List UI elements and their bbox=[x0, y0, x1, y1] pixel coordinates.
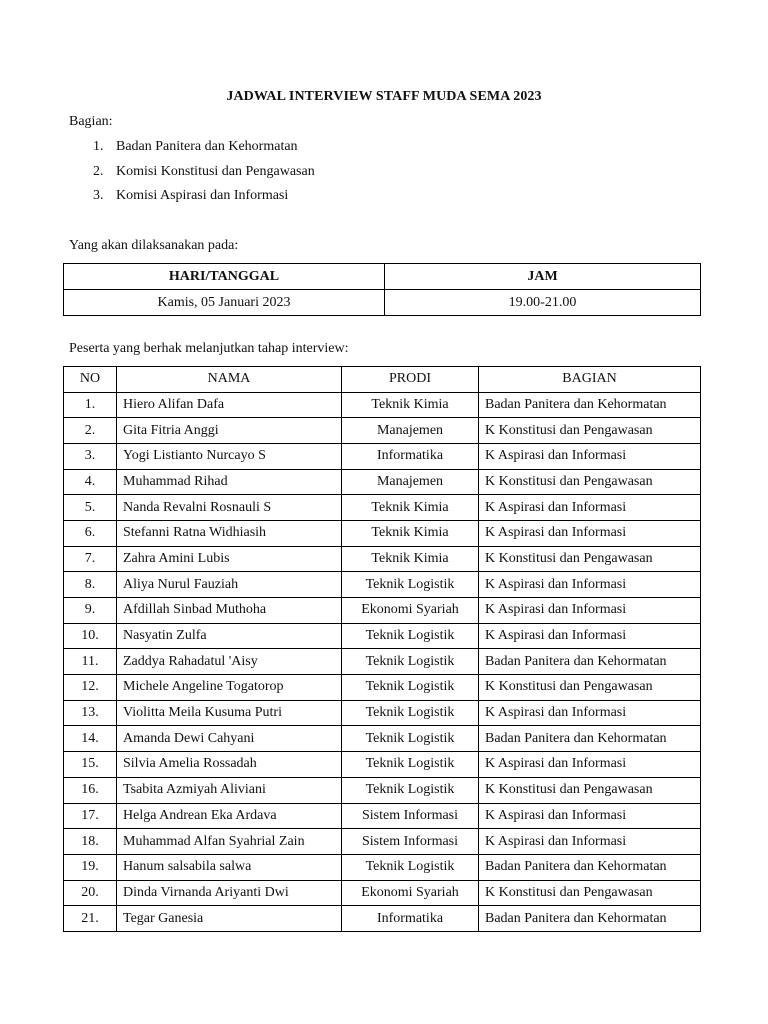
participants-header-row bbox=[64, 367, 701, 393]
schedule-row bbox=[64, 290, 701, 316]
participants-intro: Peserta yang berhak melanjutkan tahap interview: bbox=[69, 341, 349, 356]
cell-prodi: Teknik Kimia bbox=[342, 495, 479, 521]
cell-prodi: Teknik Logistik bbox=[342, 623, 479, 649]
cell-nama: Aliya Nurul Fauziah bbox=[117, 572, 342, 598]
cell-nama: Nanda Revalni Rosnauli S bbox=[117, 495, 342, 521]
cell-nama: Muhammad Alfan Syahrial Zain bbox=[117, 829, 342, 855]
cell-no: 11. bbox=[64, 649, 117, 675]
cell-prodi: Informatika bbox=[342, 443, 479, 469]
cell-prodi: Teknik Logistik bbox=[342, 649, 479, 675]
cell-prodi: Teknik Logistik bbox=[342, 700, 479, 726]
department-item bbox=[93, 187, 315, 212]
cell-prodi: Informatika bbox=[342, 906, 479, 932]
cell-prodi: Teknik Logistik bbox=[342, 726, 479, 752]
cell-no: 18. bbox=[64, 829, 117, 855]
table-row bbox=[64, 392, 701, 418]
cell-nama: Zaddya Rahadatul 'Aisy bbox=[117, 649, 342, 675]
cell-prodi: Manajemen bbox=[342, 418, 479, 444]
cell-bagian: K Aspirasi dan Informasi bbox=[479, 803, 701, 829]
cell-prodi: Manajemen bbox=[342, 469, 479, 495]
cell-prodi: Teknik Kimia bbox=[342, 520, 479, 546]
header-hari-tanggal: HARI/TANGGAL bbox=[64, 264, 385, 290]
cell-prodi: Teknik Kimia bbox=[342, 546, 479, 572]
table-row bbox=[64, 880, 701, 906]
cell-nama: Muhammad Rihad bbox=[117, 469, 342, 495]
department-name: Badan Panitera dan Kehormatan bbox=[116, 139, 298, 154]
department-name: Komisi Aspirasi dan Informasi bbox=[116, 188, 289, 203]
cell-nama: Hanum salsabila salwa bbox=[117, 854, 342, 880]
cell-prodi: Teknik Logistik bbox=[342, 572, 479, 598]
cell-prodi: Ekonomi Syariah bbox=[342, 598, 479, 624]
cell-nama: Tegar Ganesia bbox=[117, 906, 342, 932]
table-row bbox=[64, 675, 701, 701]
cell-no: 7. bbox=[64, 546, 117, 572]
cell-bagian: Badan Panitera dan Kehormatan bbox=[479, 392, 701, 418]
cell-nama: Violitta Meila Kusuma Putri bbox=[117, 700, 342, 726]
cell-prodi: Teknik Kimia bbox=[342, 392, 479, 418]
table-row bbox=[64, 572, 701, 598]
cell-bagian: K Aspirasi dan Informasi bbox=[479, 520, 701, 546]
header-no: NO bbox=[64, 367, 117, 393]
table-row bbox=[64, 649, 701, 675]
cell-bagian: K Aspirasi dan Informasi bbox=[479, 829, 701, 855]
department-number: 2. bbox=[93, 163, 104, 179]
table-row bbox=[64, 520, 701, 546]
cell-no: 10. bbox=[64, 623, 117, 649]
cell-no: 19. bbox=[64, 854, 117, 880]
cell-prodi: Sistem Informasi bbox=[342, 803, 479, 829]
cell-nama: Dinda Virnanda Ariyanti Dwi bbox=[117, 880, 342, 906]
cell-no: 8. bbox=[64, 572, 117, 598]
cell-nama: Silvia Amelia Rossadah bbox=[117, 752, 342, 778]
table-row bbox=[64, 777, 701, 803]
cell-bagian: K Aspirasi dan Informasi bbox=[479, 572, 701, 598]
cell-bagian: K Konstitusi dan Pengawasan bbox=[479, 546, 701, 572]
department-list bbox=[93, 138, 315, 212]
cell-bagian: K Aspirasi dan Informasi bbox=[479, 495, 701, 521]
schedule-date: Kamis, 05 Januari 2023 bbox=[64, 290, 385, 316]
cell-nama: Stefanni Ratna Widhiasih bbox=[117, 520, 342, 546]
cell-no: 14. bbox=[64, 726, 117, 752]
cell-bagian: K Aspirasi dan Informasi bbox=[479, 752, 701, 778]
cell-bagian: K Aspirasi dan Informasi bbox=[479, 443, 701, 469]
department-number: 1. bbox=[93, 139, 104, 154]
cell-no: 4. bbox=[64, 469, 117, 495]
cell-bagian: K Aspirasi dan Informasi bbox=[479, 700, 701, 726]
cell-prodi: Teknik Logistik bbox=[342, 777, 479, 803]
cell-no: 17. bbox=[64, 803, 117, 829]
cell-prodi: Sistem Informasi bbox=[342, 829, 479, 855]
cell-no: 20. bbox=[64, 880, 117, 906]
cell-bagian: K Konstitusi dan Pengawasan bbox=[479, 469, 701, 495]
cell-nama: Gita Fitria Anggi bbox=[117, 418, 342, 444]
cell-no: 3. bbox=[64, 443, 117, 469]
cell-no: 21. bbox=[64, 906, 117, 932]
cell-no: 2. bbox=[64, 418, 117, 444]
schedule-intro: Yang akan dilaksanakan pada: bbox=[69, 238, 239, 253]
cell-nama: Zahra Amini Lubis bbox=[117, 546, 342, 572]
cell-no: 15. bbox=[64, 752, 117, 778]
table-row bbox=[64, 443, 701, 469]
cell-no: 13. bbox=[64, 700, 117, 726]
table-row bbox=[64, 829, 701, 855]
cell-nama: Tsabita Azmiyah Aliviani bbox=[117, 777, 342, 803]
table-row bbox=[64, 598, 701, 624]
cell-no: 12. bbox=[64, 675, 117, 701]
page-title: JADWAL INTERVIEW STAFF MUDA SEMA 2023 bbox=[226, 89, 542, 104]
cell-nama: Helga Andrean Eka Ardava bbox=[117, 803, 342, 829]
cell-nama: Hiero Alifan Dafa bbox=[117, 392, 342, 418]
cell-no: 6. bbox=[64, 520, 117, 546]
table-row bbox=[64, 854, 701, 880]
participants-table bbox=[63, 366, 701, 932]
cell-prodi: Ekonomi Syariah bbox=[342, 880, 479, 906]
cell-no: 9. bbox=[64, 598, 117, 624]
table-row bbox=[64, 803, 701, 829]
table-row bbox=[64, 623, 701, 649]
header-nama: NAMA bbox=[117, 367, 342, 393]
participants-body bbox=[64, 392, 701, 931]
cell-no: 16. bbox=[64, 777, 117, 803]
department-name: Komisi Konstitusi dan Pengawasan bbox=[116, 163, 315, 179]
schedule-time: 19.00-21.00 bbox=[385, 290, 701, 316]
cell-bagian: Badan Panitera dan Kehormatan bbox=[479, 649, 701, 675]
table-row bbox=[64, 700, 701, 726]
cell-bagian: K Aspirasi dan Informasi bbox=[479, 598, 701, 624]
cell-prodi: Teknik Logistik bbox=[342, 854, 479, 880]
cell-bagian: K Aspirasi dan Informasi bbox=[479, 623, 701, 649]
cell-no: 5. bbox=[64, 495, 117, 521]
table-row bbox=[64, 418, 701, 444]
table-row bbox=[64, 546, 701, 572]
header-bagian: BAGIAN bbox=[479, 367, 701, 393]
table-row bbox=[64, 906, 701, 932]
cell-bagian: K Konstitusi dan Pengawasan bbox=[479, 880, 701, 906]
cell-nama: Nasyatin Zulfa bbox=[117, 623, 342, 649]
department-item bbox=[93, 138, 315, 163]
department-number: 3. bbox=[93, 188, 104, 203]
cell-prodi: Teknik Logistik bbox=[342, 752, 479, 778]
cell-bagian: Badan Panitera dan Kehormatan bbox=[479, 906, 701, 932]
table-row bbox=[64, 726, 701, 752]
table-row bbox=[64, 469, 701, 495]
header-jam: JAM bbox=[385, 264, 701, 290]
cell-nama: Michele Angeline Togatorop bbox=[117, 675, 342, 701]
cell-nama: Afdillah Sinbad Muthoha bbox=[117, 598, 342, 624]
schedule-header-row bbox=[64, 264, 701, 290]
department-item bbox=[93, 163, 315, 188]
cell-bagian: K Konstitusi dan Pengawasan bbox=[479, 418, 701, 444]
bagian-label: Bagian: bbox=[69, 114, 113, 129]
cell-bagian: Badan Panitera dan Kehormatan bbox=[479, 854, 701, 880]
cell-nama: Yogi Listianto Nurcayo S bbox=[117, 443, 342, 469]
cell-bagian: Badan Panitera dan Kehormatan bbox=[479, 726, 701, 752]
schedule-table bbox=[63, 263, 701, 316]
cell-bagian: K Konstitusi dan Pengawasan bbox=[479, 675, 701, 701]
table-row bbox=[64, 752, 701, 778]
cell-bagian: K Konstitusi dan Pengawasan bbox=[479, 777, 701, 803]
cell-nama: Amanda Dewi Cahyani bbox=[117, 726, 342, 752]
cell-no: 1. bbox=[64, 392, 117, 418]
header-prodi: PRODI bbox=[342, 367, 479, 393]
table-row bbox=[64, 495, 701, 521]
cell-prodi: Teknik Logistik bbox=[342, 675, 479, 701]
